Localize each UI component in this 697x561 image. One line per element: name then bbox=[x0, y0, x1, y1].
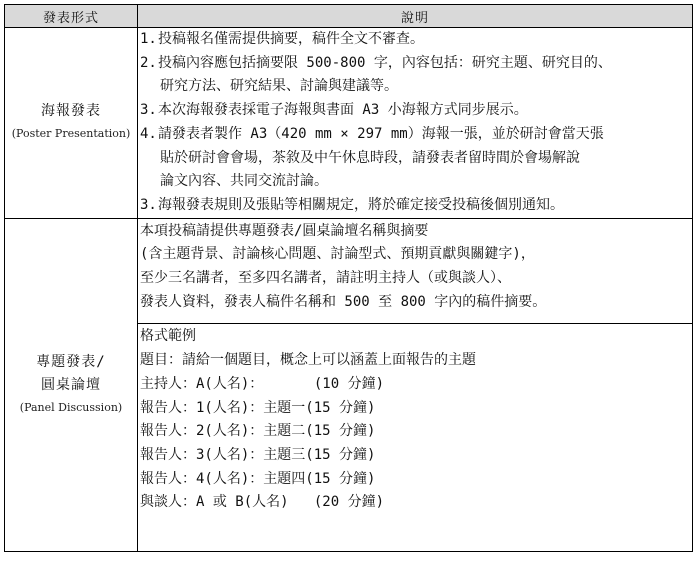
format-line: 題目：請給一個題目，概念上可以涵蓋上面報告的主題 bbox=[140, 352, 476, 369]
poster-description-cell bbox=[138, 28, 693, 219]
header-row bbox=[5, 5, 693, 28]
poster-title-en: (Poster Presentation) bbox=[11, 127, 131, 141]
panel-row bbox=[5, 218, 693, 551]
poster-item-text: 請發表者製作 A3（420 mm × 297 mm）海報一張，並於研討會當天張 bbox=[158, 125, 604, 142]
header-description: 說明 bbox=[138, 5, 693, 28]
poster-category-cell bbox=[5, 28, 138, 219]
panel-title-line1: 專題發表/ bbox=[36, 353, 106, 370]
poster-item-text: 本次海報發表採電子海報與書面 A3 小海報方式同步展示。 bbox=[158, 102, 528, 119]
panel-intro-line: 發表人資料，發表人稿件名稱和 500 至 800 字內的稿件摘要。 bbox=[140, 293, 547, 310]
header-format-type: 發表形式 bbox=[5, 5, 138, 28]
poster-item-text: 貼於研討會會場，茶敘及中午休息時段，請發表者留時間於會場解說 bbox=[160, 149, 580, 166]
format-line: 報告人：2(人名)：主題二(15 分鐘) bbox=[140, 423, 376, 440]
submission-format-table bbox=[4, 4, 693, 552]
format-line: 與談人：A 或 B(人名) (20 分鐘) bbox=[140, 494, 385, 511]
poster-item-number: 1. bbox=[140, 31, 157, 47]
format-line: 報告人：4(人名)：主題四(15 分鐘) bbox=[140, 470, 376, 487]
panel-intro bbox=[138, 219, 692, 324]
poster-item-number: 2. bbox=[140, 54, 157, 71]
panel-title-en: (Panel Discussion) bbox=[19, 400, 123, 414]
poster-item-text: 研究方法、研究結果、討論與建議等。 bbox=[160, 78, 398, 95]
panel-category-cell bbox=[5, 218, 138, 551]
poster-item-number: 3. bbox=[140, 196, 157, 213]
panel-intro-line: (含主題背景、討論核心問題、討論型式、預期貢獻與關鍵字)， bbox=[140, 246, 535, 263]
poster-title: 海報發表 bbox=[41, 103, 101, 120]
panel-description-cell bbox=[138, 218, 693, 551]
poster-item-text: 海報發表規則及張貼等相關規定，將於確定接受投稿後個別通知。 bbox=[158, 196, 564, 213]
format-heading: 格式範例 bbox=[140, 328, 196, 345]
poster-item-number: 4. bbox=[140, 125, 157, 142]
panel-intro-line: 本項投稿請提供專題發表/圓桌論壇名稱與摘要 bbox=[140, 222, 429, 239]
panel-intro-line: 至少三名講者，至多四名講者，請註明主持人（或與談人）、 bbox=[140, 270, 511, 287]
poster-item-text: 投稿報名僅需提供摘要，稿件全文不審查。 bbox=[158, 31, 424, 47]
poster-item-text: 投稿內容應包括摘要限 500-800 字，內容包括：研究主題、研究目的、 bbox=[158, 54, 612, 71]
poster-item-text: 論文內容、共同交流討論。 bbox=[160, 173, 328, 190]
poster-row bbox=[5, 28, 693, 219]
format-line: 主持人：A(人名)： (10 分鐘) bbox=[140, 375, 385, 392]
poster-item-number: 3. bbox=[140, 102, 157, 119]
panel-format-example bbox=[138, 323, 692, 551]
format-line: 報告人：3(人名)：主題三(15 分鐘) bbox=[140, 446, 376, 463]
panel-title-line2: 圓桌論壇 bbox=[41, 376, 101, 393]
format-line: 報告人：1(人名)：主題一(15 分鐘) bbox=[140, 399, 376, 416]
